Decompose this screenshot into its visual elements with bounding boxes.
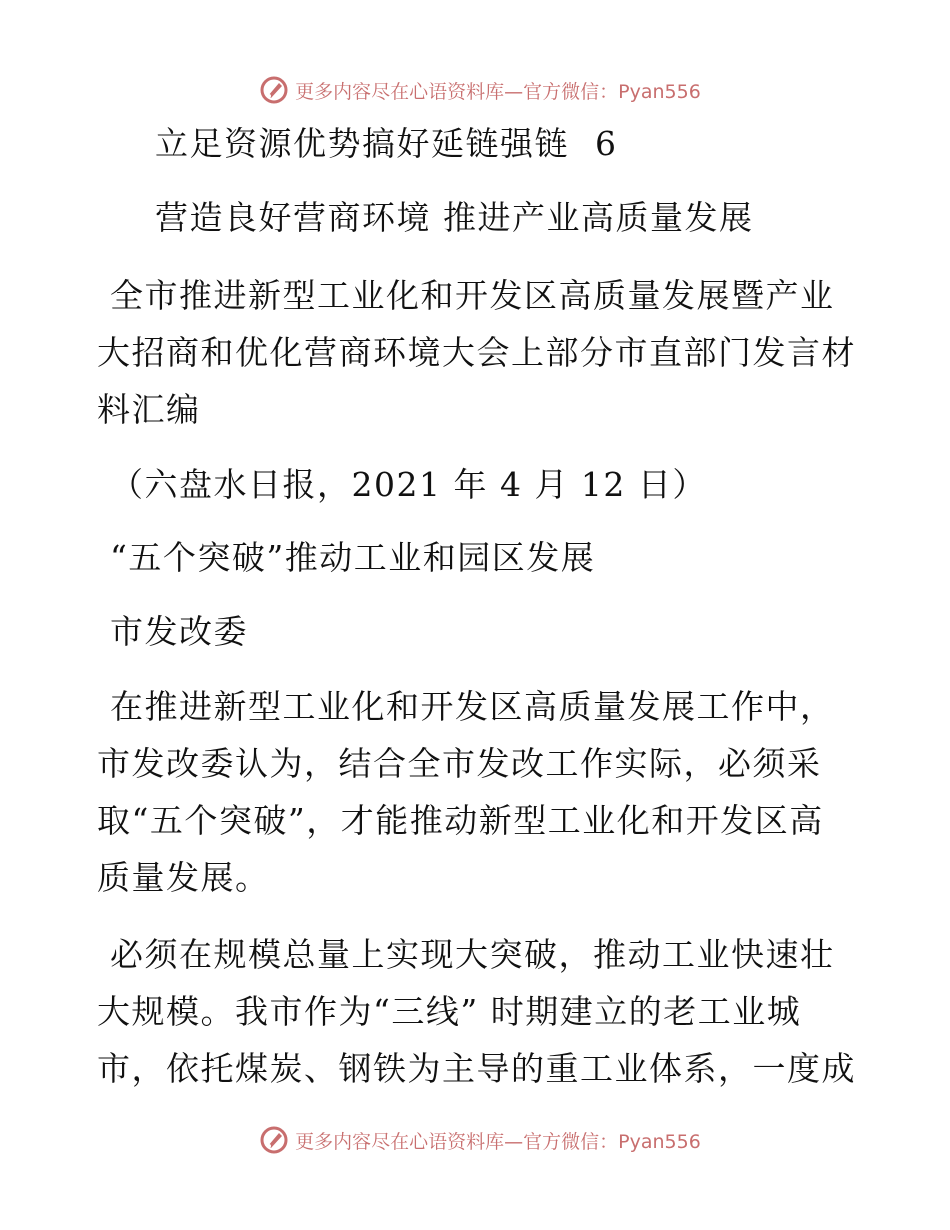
watermark-text: 更多内容尽在心语资料库—官方微信：Pyan556 bbox=[295, 1130, 701, 1153]
author-line: 市发改委 bbox=[110, 612, 248, 651]
section-title: “五个突破”推动工业和园区发展 bbox=[110, 538, 596, 577]
heading-line-1: 全市推进新型工业化和开发区高质量发展暨产业 bbox=[110, 276, 835, 315]
paragraph-1-line-3: 取“五个突破”，才能推动新型工业化和开发区高 bbox=[97, 801, 824, 840]
toc-line-2: 营造良好营商环境 推进产业高质量发展 bbox=[155, 198, 754, 237]
toc-line-1-text: 立足资源优势搞好延链强链 bbox=[155, 124, 569, 163]
paragraph-2-line-3: 市，依托煤炭、钢铁为主导的重工业体系，一度成 bbox=[97, 1049, 856, 1088]
pen-seal-icon bbox=[259, 75, 289, 105]
toc-line-1 bbox=[155, 124, 618, 164]
paragraph-2-line-2: 大规模。我市作为“三线” 时期建立的老工业城 bbox=[97, 992, 802, 1031]
watermark-bottom bbox=[0, 1120, 950, 1160]
source-line: （六盘水日报，2021 年 4 月 12 日） bbox=[110, 465, 707, 504]
heading-line-2: 大招商和优化营商环境大会上部分市直部门发言材 bbox=[97, 333, 856, 372]
heading-line-3: 料汇编 bbox=[97, 390, 201, 429]
toc-line-1-page: 6 bbox=[595, 124, 618, 163]
paragraph-2-line-1: 必须在规模总量上实现大突破，推动工业快速壮 bbox=[110, 935, 835, 974]
paragraph-1-line-4: 质量发展。 bbox=[97, 858, 270, 897]
paragraph-1-line-1: 在推进新型工业化和开发区高质量发展工作中， bbox=[110, 687, 835, 726]
watermark-text: 更多内容尽在心语资料库—官方微信：Pyan556 bbox=[295, 80, 701, 103]
paragraph-1-line-2: 市发改委认为，结合全市发改工作实际，必须采 bbox=[97, 744, 822, 783]
pen-seal-icon bbox=[259, 1125, 289, 1155]
watermark-top bbox=[0, 70, 950, 110]
